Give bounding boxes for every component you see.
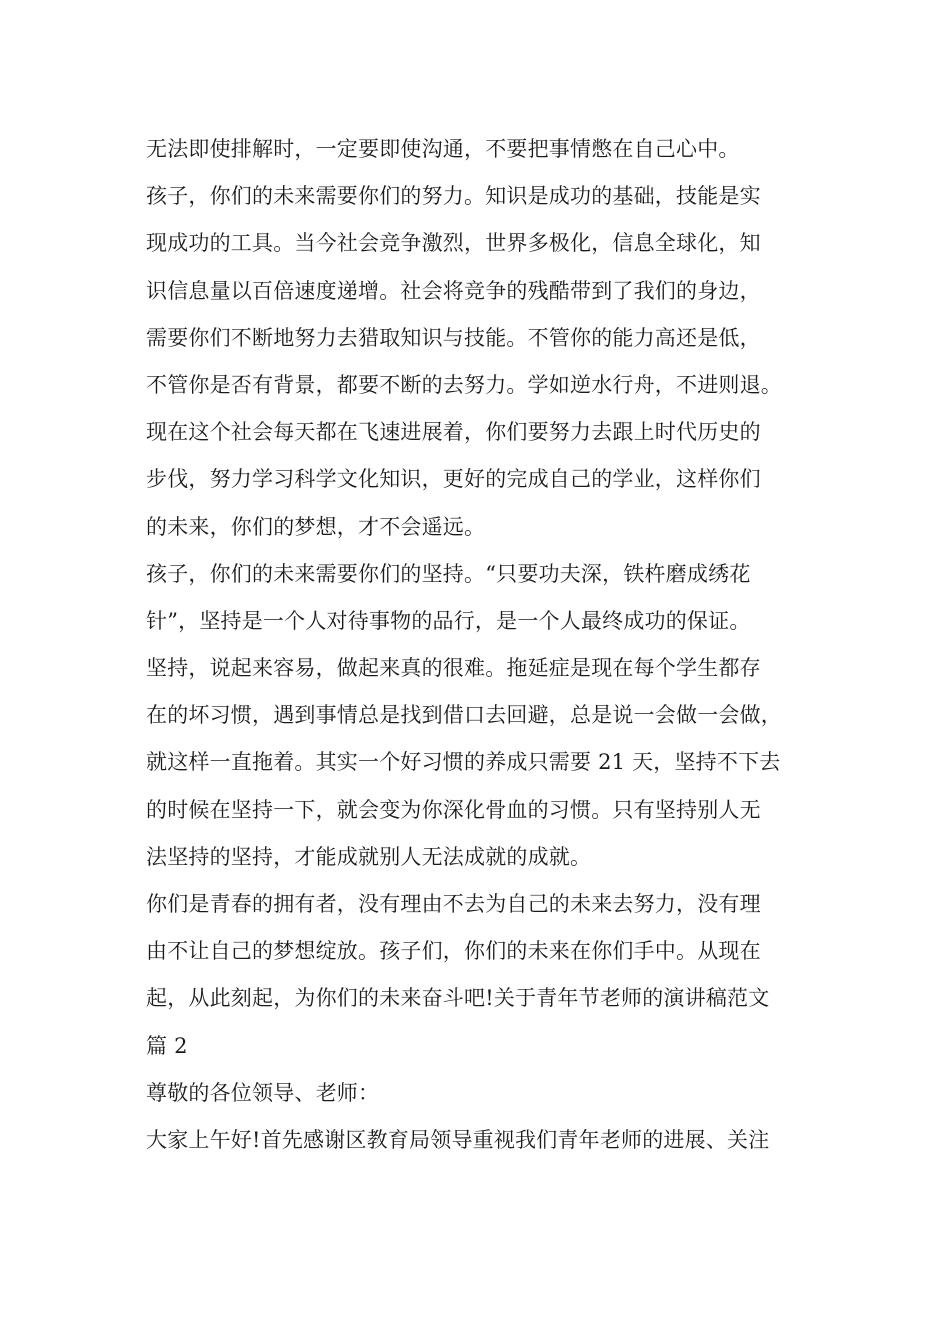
salutation: 尊敬的各位领导、老师： <box>146 1080 380 1105</box>
text-line: 现在这个社会每天都在飞速进展着，你们要努力去跟上时代历史的 <box>146 420 761 445</box>
section-heading: 篇 2 <box>146 1033 188 1058</box>
text-line: 在的坏习惯，遇到事情总是找到借口去回避，总是说一会做一会做， <box>146 703 782 728</box>
text-line: 大家上午好!首先感谢区教育局领导重视我们青年老师的进展、关注 <box>146 1127 770 1152</box>
text-line: 不管你是否有背景，都要不断的去努力。学如逆水行舟，不进则退。 <box>146 372 782 397</box>
text-line: 需要你们不断地努力去猎取知识与技能。不管你的能力高还是低， <box>146 325 761 350</box>
text-line: 坚持，说起来容易，做起来真的很难。拖延症是现在每个学生都存 <box>146 656 761 681</box>
text-line: 的未来，你们的梦想，才不会遥远。 <box>146 514 486 539</box>
text-line: 孩子，你们的未来需要你们的努力。知识是成功的基础，技能是实 <box>146 184 761 209</box>
text-line: 现成功的工具。当今社会竞争激烈，世界多极化，信息全球化，知 <box>146 231 761 256</box>
text-line: 无法即使排解时，一定要即使沟通，不要把事情憋在自己心中。 <box>146 137 740 161</box>
text-line: 识信息量以百倍速度递增。社会将竞争的残酷带到了我们的身边， <box>146 278 761 303</box>
text-line: 针”，坚持是一个人对待事物的品行，是一个人最终成功的保证。 <box>146 608 751 633</box>
text-line: 法坚持的坚持，才能成就别人无法成就的成就。 <box>146 844 592 869</box>
text-line: 由不让自己的梦想绽放。孩子们，你们的未来在你们手中。从现在 <box>146 939 761 964</box>
text-line: 起，从此刻起，为你们的未来奋斗吧!关于青年节老师的演讲稿范文 <box>146 986 770 1011</box>
text-line: 的时候在坚持一下，就会变为你深化骨血的习惯。只有坚持别人无 <box>146 797 761 822</box>
text-line: 孩子，你们的未来需要你们的坚持。“只要功夫深，铁杵磨成绣花 <box>146 561 751 586</box>
text-line: 步伐，努力学习科学文化知识，更好的完成自己的学业，这样你们 <box>146 467 761 492</box>
text-line: 就这样一直拖着。其实一个好习惯的养成只需要 21 天，坚持不下去 <box>146 750 781 775</box>
text-line: 你们是青春的拥有者，没有理由不去为自己的未来去努力，没有理 <box>146 892 761 916</box>
document-body <box>146 126 836 1164</box>
